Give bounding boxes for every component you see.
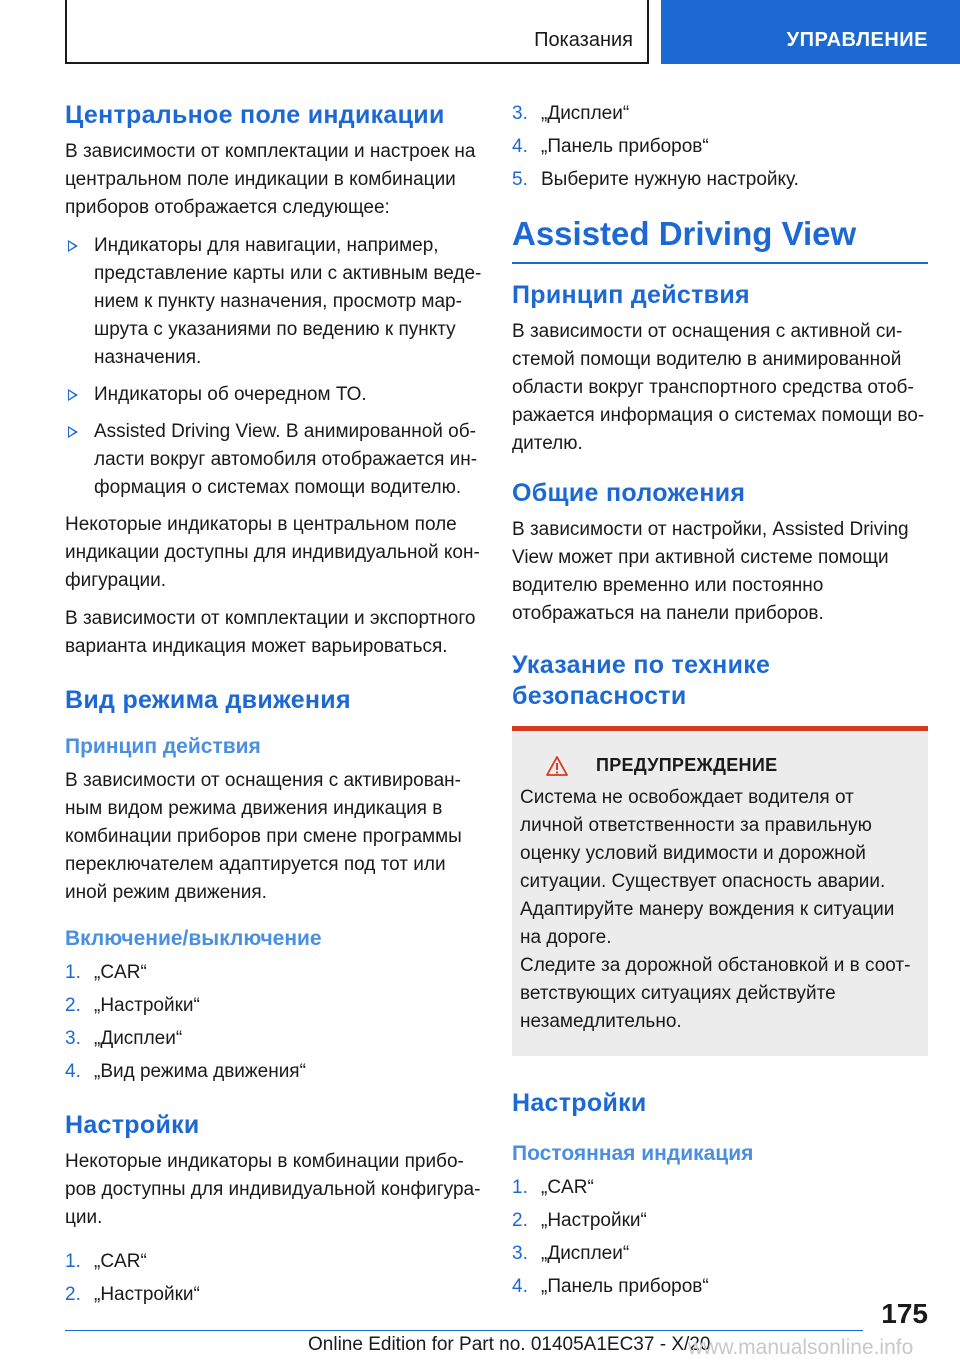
bullet-item: Индикаторы для навигации, например, представление карты или с активным ведением к пункту назначения, просмотр маршрута с указаниями по ведению к пункту назначения. (65, 232, 483, 372)
warning-triangle-icon (546, 756, 568, 776)
warning-text: Система не освобождает водителя от личной ответственности за правильную оценку условий видимости и дорожной ситуации. Существует опасность аварии. Адаптируйте манеру вождения к ситуации на дороге. (520, 787, 895, 948)
left-column (65, 100, 483, 1319)
paragraph: В зависимости от оснащения с активированным видом режима движения индикация в комбинации приборов при смене программы переключателем адаптируется под тот или иной режим движения. (65, 770, 462, 903)
section-title-settings: Настройки (512, 1089, 647, 1117)
paragraph: В зависимости от оснащения с активной системой помощи водителю в анимированной области вокруг транспортного средства отображается информация о системах помощи водителю. (512, 321, 925, 454)
tab-readings-label: Показания (534, 29, 633, 51)
page-number: 175 (881, 1298, 928, 1329)
step-list (512, 100, 928, 194)
bullet-triangle-icon (68, 426, 78, 438)
bullet-list (65, 232, 483, 502)
tab-readings[interactable] (65, 0, 649, 64)
bullet-item: Assisted Driving View. В анимированной области вокруг автомобиля отображается информация о системах помощи водителю. (65, 418, 483, 502)
bullet-item: Индикаторы об очередном ТО. (65, 381, 483, 409)
section-title-principle: Принцип действия (512, 281, 750, 309)
warning-title: ПРЕДУПРЕЖДЕНИЕ (596, 755, 778, 775)
chapter-divider (512, 262, 928, 264)
warning-text: Следите за дорожной обстановкой и в соответствующих ситуациях действуйте незамедлительно. (520, 955, 911, 1032)
tab-controls-label: УПРАВЛЕНИЕ (786, 29, 928, 51)
section-title-general: Общие положения (512, 479, 746, 507)
section-title-settings: Настройки (65, 1111, 200, 1139)
step-item: 1. „CAR“ (512, 1177, 594, 1198)
step-item: 5. Выберите нужную настройку. (512, 169, 799, 190)
step-item: 2. „Настройки“ (65, 1284, 200, 1305)
step-item: 1. „CAR“ (65, 1251, 147, 1272)
subsection-title-permanent-display: Постоянная индикация (512, 1142, 754, 1165)
step-list (512, 1174, 928, 1301)
right-column (512, 100, 928, 1311)
footer-watermark: www.manualsonline.info (688, 1336, 914, 1359)
chapter-title: Assisted Driving View (512, 215, 857, 252)
paragraph: Некоторые индикаторы в комбинации приборов доступны для индивидуальной конфигурации. (65, 1151, 481, 1228)
step-item: 1. „CAR“ (65, 962, 147, 983)
step-item: 4. „Панель приборов“ (512, 136, 709, 157)
step-list (65, 959, 483, 1086)
subsection-title-principle: Принцип действия (65, 735, 261, 758)
warning-header (520, 755, 920, 776)
paragraph: В зависимости от комплектации и настроек на центральном поле индикации в комбинации приборов отображается следующее: (65, 141, 476, 218)
section-title-drive-mode-view: Вид режима движения (65, 686, 351, 714)
step-item: 3. „Дисплеи“ (512, 1243, 630, 1264)
footer-divider (65, 1330, 863, 1331)
section-title-central-display: Центральное поле индикации (65, 101, 445, 129)
paragraph: В зависимости от комплектации и экспортного варианта индикация может варьироваться. (65, 608, 476, 657)
paragraph: Некоторые индикаторы в центральном поле индикации доступны для индивидуальной конфигурации. (65, 514, 480, 591)
step-item: 2. „Настройки“ (512, 1210, 647, 1231)
bullet-triangle-icon (68, 389, 78, 401)
step-item: 2. „Настройки“ (65, 995, 200, 1016)
step-list (65, 1248, 483, 1309)
warning-box (512, 726, 928, 1056)
paragraph: В зависимости от настройки, Assisted Driving View может при активной системе помощи водителю временно или постоянно отображаться на панели приборов. (512, 519, 909, 624)
step-item: 3. „Дисплеи“ (65, 1028, 183, 1049)
subsection-title-on-off: Включение/выключение (65, 927, 322, 950)
footer-edition: Online Edition for Part no. 01405A1EC37 - X/20 (308, 1334, 711, 1355)
tab-controls[interactable] (661, 0, 960, 64)
section-title-safety: Указание по технике безопасности (512, 651, 771, 710)
step-item: 4. „Вид режима движения“ (65, 1061, 306, 1082)
step-item: 4. „Панель приборов“ (512, 1276, 709, 1297)
bullet-triangle-icon (68, 240, 78, 252)
step-item: 3. „Дисплеи“ (512, 103, 630, 124)
